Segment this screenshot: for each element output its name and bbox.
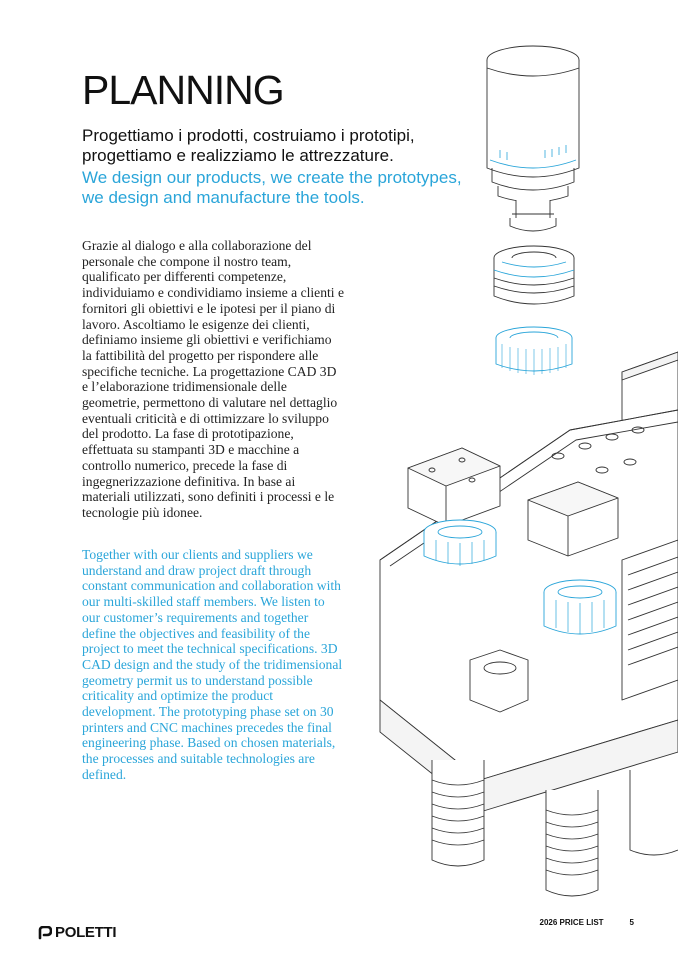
page-title: PLANNING <box>82 67 284 113</box>
blue-ring-nut-drawing <box>496 327 572 375</box>
manifold-body-drawing <box>380 352 678 896</box>
footer-logo-text: POLETTI <box>55 924 117 941</box>
footer-price-list: 2026 PRICE LIST <box>539 918 604 927</box>
poletti-logo-icon <box>38 926 52 940</box>
body-text-italian: Grazie al dialogo e alla collaborazione del personale che compone il nostro team, qualificato per differenti competenze, individuiamo e condividiamo insieme a clienti e fornitori gli obiettivi e le ipotesi per il piano di lavoro. Ascoltiamo le esigenze dei clienti, definiamo insieme gli obiettivi e verifichiamo la fattibilità del progetto per rispondere alle specifiche tecniche. La progettazione CAD 3D e l’elaborazione tridimensionale delle geometrie, permettono di valutare nel dettaglio eventuali criticità e di ottimizzare lo sviluppo del prodotto. La fase di prototipazione, effettuata su stampanti 3D e macchine a controllo numerico, precede la fase di ingegnerizzazione definitiva. In base ai materiali utilizzati, sono definiti i processi e le tecnologie più idonee. <box>82 238 344 520</box>
valve-insert-drawing <box>494 246 574 304</box>
footer-logo <box>38 924 116 941</box>
body-text-english: Together with our clients and suppliers we understand and draw project draft through constant communication and collaboration with our multi-skilled staff members. We listen to our customer’s requirements and together define the objectives and feasibility of the project to meet the technical specifications. 3D CAD design and the study of the tridimensional geometry permit us to understand possible criticality and optimize the product development. The prototyping phase set on 30 printers and CNC machines precedes the final engineering phase. Based on chosen materials, the processes and suitable technologies are defined. <box>82 547 343 782</box>
subtitle-english: We design our products, we create the prototypes, we design and manufacture the tools. <box>82 168 462 207</box>
valve-exploded-illustration <box>340 0 678 905</box>
footer-page-number: 5 <box>629 918 634 927</box>
footer-info <box>540 918 634 927</box>
subtitle-italian: Progettiamo i prodotti, costruiamo i prototipi, progettiamo e realizziamo le attrezzature. <box>82 126 415 165</box>
thermostatic-head-drawing <box>487 46 579 231</box>
